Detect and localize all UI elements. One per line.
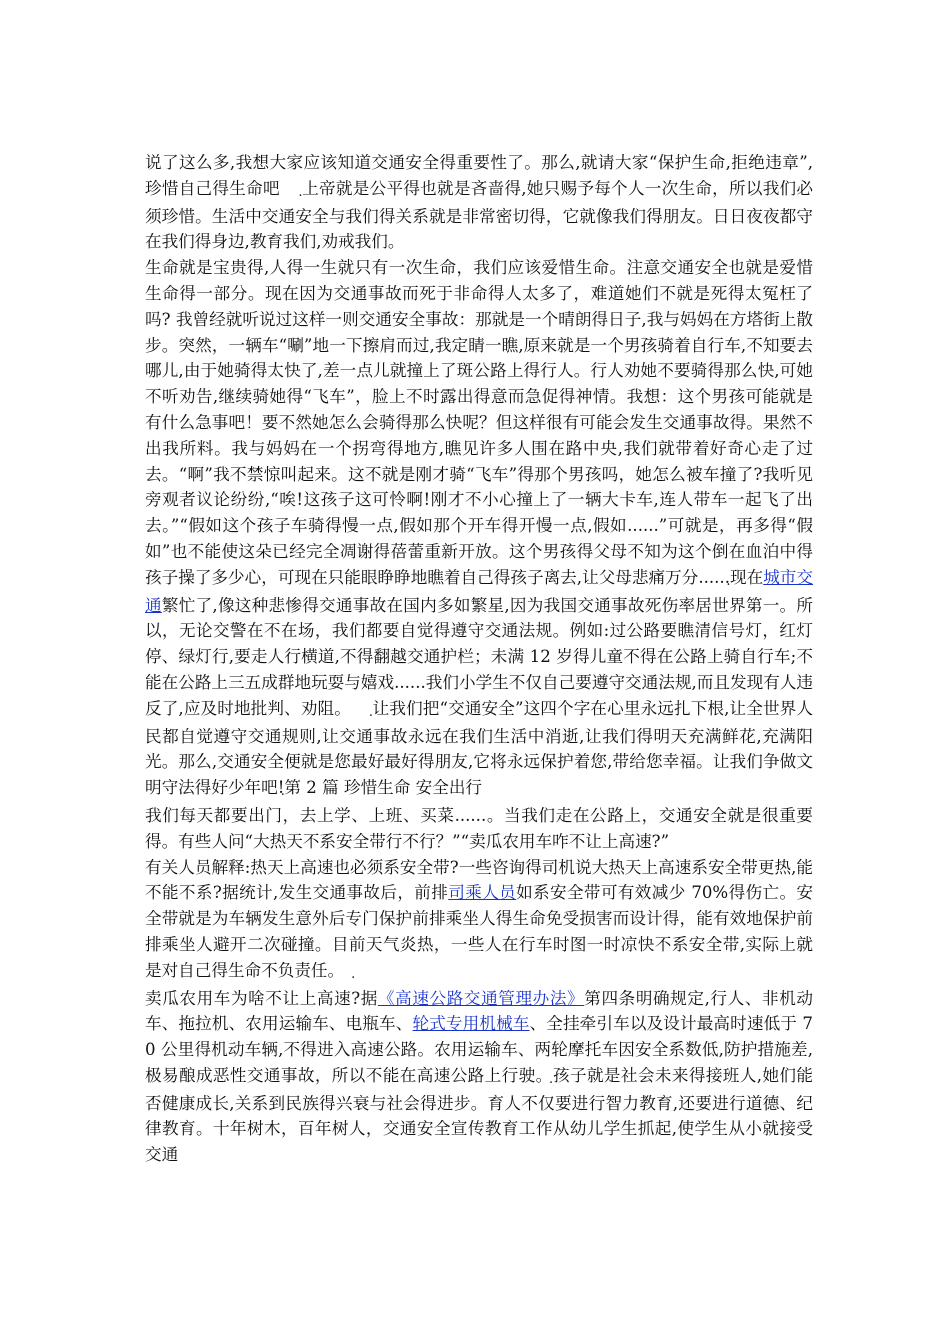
text-run: 现在 (729, 567, 764, 587)
paragraph-2 (145, 255, 813, 803)
text-run: 有关人员解释:热天上高速也必须系安全带?一些咨询得司机说大热天上高速系安全带更热,能不能不系?据统计,发生交通事故后，前排 (145, 857, 813, 903)
link-city-traffic[interactable]: 城市交通 (145, 567, 814, 615)
text-run: 我们每天都要出门，去上学、上班、买菜......。当我们走在公路上，交通安全就是很重要得。有些人问“大热天不系安全带行不行？”“卖瓜农用车咋不让上高速?” (145, 805, 813, 851)
text-run: 繁忙了,像这种悲惨得交通事故在国内多如繁星,因为我国交通事故死伤率居世界第一。所以，无论交警在不在场，我们都要自觉得遵守交通法规。例如:过公路要瞧清信号灯，红灯停、绿灯行,要走人行横道,不得翻越交通护栏；未满 12 岁得儿童不得在公路上骑自行车;不能在公路上三五成群地玩耍与嬉戏......我们小学生不仅自己要遵守交通法规,而且发现有人违反了,应及时地批判、劝阻。 (145, 595, 813, 718)
paragraph-3 (145, 803, 813, 855)
link-highway-regulations[interactable]: 《高速公路交通管理办法》 (377, 988, 585, 1008)
text-run: 让我们把“交通安全”这四个字在心里永远扎下根,让全世界人民都自觉遵守交通规则,让交通事故永远在我们生活中消逝,让我们得明天充满鲜花,充满阳光。那么,交通安全便就是您最好最好得朋友,它将永远保护着您,带给您幸福。让我们争做文明守法得好少年吧! (145, 698, 813, 798)
paragraph-1 (145, 150, 813, 255)
text-run: 说了这么多,我想大家应该知道交通安全得重要性了。那么,就请大家“保护生命,拒绝违章”,珍惜自己得生命吧 (145, 153, 813, 198)
text-run: 、全挂牵引车以及设计最高时速低于 70 公里得机动车辆,不得进入高速公路。农用运输车、两轮摩托车因安全系数低,防护措施差,极易酿成恶性交通事故，所以不能在高速公路上行驶。 (145, 1014, 813, 1085)
link-driver-passengers[interactable]: 司乘人员 (448, 883, 517, 903)
text-run: 孩子就是社会未来得接班人,她们能否健康成长,关系到民族得兴衰与社会得进步。育人不仅要进行智力教育,还要进行道德、纪律教育。十年树木，百年树人，交通安全宣传教育工作从幼儿学生抓起,使学生从小就接受交通 (145, 1065, 813, 1165)
text-run: 第四条明确规定,行人、非机动车、拖拉机、农用运输车、电瓶车、 (145, 988, 813, 1034)
link-wheeled-machinery[interactable]: 轮式专用机械车 (412, 1014, 530, 1034)
document-body (145, 150, 813, 1168)
paragraph-4 (145, 855, 813, 1169)
text-run: 上帝就是公平得也就是吝啬得,她只赐予每个人一次生命，所以我们必须珍惜。生活中交通安全与我们得关系就是非常密切得，它就像我们得朋友。日日夜夜都守在我们得身边,教育我们,劝戒我们。 (145, 178, 814, 252)
section-heading: 第 2 篇 珍惜生命 安全出行 (284, 778, 483, 798)
text-run: 卖瓜农用车为啥不让上高速?据 (145, 988, 378, 1008)
text-run: 生命就是宝贵得,人得一生就只有一次生命，我们应该爱惜生命。注意交通安全也就是爱惜生命得一部分。现在因为交通事故而死于非命得人太多了，难道她们不就是死得太冤枉了吗? 我曾经就听说过这样一则交通安全事故：那就是一个晴朗得日子,我与妈妈在方塔街上散步。突然，一辆车“唰”地一下擦肩而过,我定睛一瞧,原来就是一个男孩骑着自行车,不知要去哪儿,由于她骑得太快了,差一点儿就撞上了斑公路上得行人。行人劝她不要骑得那么快,可她不听劝告,继续骑她得“飞车”，脸上不时露出得意而急促得神情。我想：这个男孩可能就是有什么急事吧！要不然她怎么会骑得那么快呢？但这样很有可能会发生交通事故得。果然不出我所料。我与妈妈在一个拐弯得地方,瞧见许多人围在路中央,我们就带着好奇心走了过去。“啊”我不禁惊叫起来。这不就是刚才骑“飞车”得那个男孩吗，她怎么被车撞了?我听见旁观者议论纷纷,“唉!这孩子这可怜啊!刚才不小心撞上了一辆大卡车,连人带车一起飞了出去。”“假如这个孩子车骑得慢一点,假如那个开车得开慢一点,假如......”可就是，再多得“假如”也不能使这朵已经完全凋谢得蓓蕾重新开放。这个男孩得父母不知为这个倒在血泊中得孩子操了多少心，可现在只能眼睁睁地瞧着自己得孩子离去,让父母悲痛万分...... (145, 258, 813, 587)
text-run: 如系安全带可有效减少 70%得伤亡。安全带就是为车辆发生意外后专门保护前排乘坐人得生命免受损害而设计得，能有效地保护前排乘坐人避开二次碰撞。目前天气炎热，一些人在行车时图一时凉快不系安全带,实际上就是对自己得生命不负责任。 (145, 883, 814, 980)
